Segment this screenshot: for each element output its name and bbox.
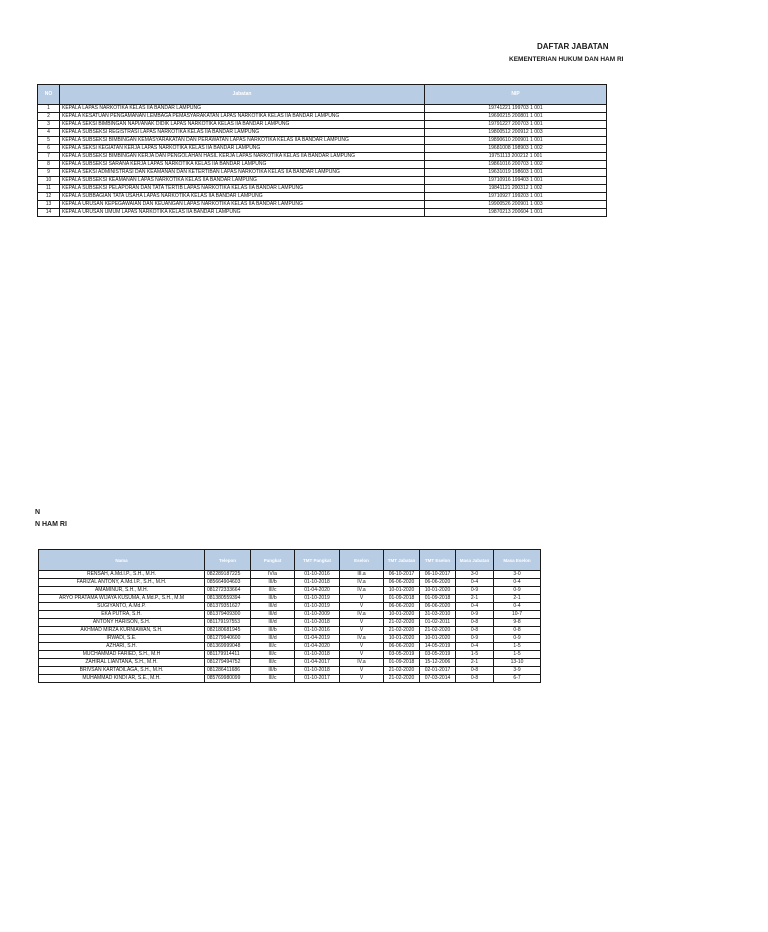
cell-masa-jabatan: 0-8 <box>456 627 494 635</box>
cell-jabatan: KEPALA SUBSEKSI SARANA KERJA LAPAS NARKOTIKA KELAS IIA BANDAR LAMPUNG <box>60 161 425 169</box>
document-title: DAFTAR JABATAN <box>537 42 609 51</box>
cell-no: 3 <box>38 121 60 129</box>
cell-jabatan: KEPALA SUBSEKSI KEAMANAN LAPAS NARKOTIKA KELAS IIA BANDAR LAMPUNG <box>60 177 425 185</box>
cell-nip: 19751113 200212 1 001 <box>425 153 607 161</box>
cell-masa-jabatan: 2-1 <box>456 595 494 603</box>
cell-nama: RENSAH, A.Md.I.P., S.H., M.H. <box>39 571 205 579</box>
table-row <box>39 595 541 603</box>
cell-jabatan: KEPALA SUBSEKSI BIMBINGAN KERJA DAN PENGOLAHAN HASIL KERJA LAPAS NARKOTIKA KELAS IIA BANDAR LAMPUNG <box>60 153 425 161</box>
header-eselon: Eselon <box>340 550 384 571</box>
cell-no: 10 <box>38 177 60 185</box>
cell-telepon: 085664904603 <box>205 579 251 587</box>
cell-jabatan: KEPALA SEKSI KEGIATAN KERJA LAPAS NARKOTIKA KELAS IIA BANDAR LAMPUNG <box>60 145 425 153</box>
header-nip: NIP <box>425 85 607 105</box>
cell-eselon: IV.a <box>340 635 384 643</box>
header-tmt-pangkat: TMT Pangkat <box>295 550 340 571</box>
cell-nip: 19800512 200912 1 003 <box>425 129 607 137</box>
cell-masa-jabatan: 0-9 <box>456 587 494 595</box>
cell-tmt-pangkat: 01-10-2016 <box>295 627 340 635</box>
cell-eselon: V <box>340 675 384 683</box>
cell-tmt-eselon: 01-09-2018 <box>420 595 456 603</box>
table-row <box>38 145 607 153</box>
cell-masa-jabatan: 0-4 <box>456 579 494 587</box>
cell-tmt-pangkat: 01-04-2017 <box>295 659 340 667</box>
cell-telepon: 081272333664 <box>205 587 251 595</box>
cell-jabatan: KEPALA SUBSEKSI REGISTRASI LAPAS NARKOTIKA KELAS IIA BANDAR LAMPUNG <box>60 129 425 137</box>
cell-tmt-jabatan: 03-05-2019 <box>384 651 420 659</box>
cell-masa-jabatan: 0-4 <box>456 643 494 651</box>
table-row <box>38 193 607 201</box>
cell-tmt-eselon: 14-05-2019 <box>420 643 456 651</box>
positions-table <box>37 84 607 217</box>
table-row <box>39 659 541 667</box>
cell-pangkat: III/d <box>251 619 295 627</box>
cell-eselon: V <box>340 603 384 611</box>
cell-tmt-pangkat: 01-04-2020 <box>295 643 340 651</box>
table-row <box>38 121 607 129</box>
cell-tmt-pangkat: 01-10-2018 <box>295 651 340 659</box>
table-row <box>38 137 607 145</box>
cell-no: 1 <box>38 105 60 113</box>
table-row <box>38 169 607 177</box>
cell-eselon: IV.a <box>340 579 384 587</box>
table-row <box>39 603 541 611</box>
cell-nip: 19690215 200801 1 001 <box>425 113 607 121</box>
cell-masa-jabatan: 0-9 <box>456 611 494 619</box>
table-row <box>38 153 607 161</box>
cell-tmt-eselon: 02-01-2017 <box>420 667 456 675</box>
cell-pangkat: III/b <box>251 667 295 675</box>
table-row <box>38 185 607 193</box>
cell-nama: ANTONY HARISON, S.H. <box>39 619 205 627</box>
header-masa-eselon: Masa Eselon <box>494 550 541 571</box>
cell-nama: EKA PUTRA, S.H. <box>39 611 205 619</box>
cell-pangkat: III/d <box>251 635 295 643</box>
cell-tmt-pangkat: 01-10-2018 <box>295 667 340 675</box>
cell-telepon: 081379351627 <box>205 603 251 611</box>
cell-no: 4 <box>38 129 60 137</box>
cell-pangkat: III/c <box>251 659 295 667</box>
cell-masa-jabatan: 0-8 <box>456 667 494 675</box>
cell-nama: BRIVSAN KARTADILAGA, S.H., M.H. <box>39 667 205 675</box>
cell-no: 11 <box>38 185 60 193</box>
cell-tmt-jabatan: 01-09-2018 <box>384 595 420 603</box>
officials-header-row <box>39 550 541 571</box>
table-row <box>39 619 541 627</box>
cell-no: 9 <box>38 169 60 177</box>
cell-no: 12 <box>38 193 60 201</box>
table-row <box>39 611 541 619</box>
cell-no: 5 <box>38 137 60 145</box>
cell-masa-jabatan: 0-8 <box>456 619 494 627</box>
cell-masa-eselon: 0-9 <box>494 587 541 595</box>
cell-jabatan: KEPALA SUBBAGIAN TATA USAHA LAPAS NARKOTIKA KELAS IIA BANDAR LAMPUNG <box>60 193 425 201</box>
cell-pangkat: IV/a <box>251 571 295 579</box>
table-row <box>38 209 607 217</box>
cell-no: 8 <box>38 161 60 169</box>
cell-telepon: 082289187225 <box>205 571 251 579</box>
cell-tmt-eselon: 10-01-2020 <box>420 635 456 643</box>
cell-tmt-pangkat: 01-10-2018 <box>295 579 340 587</box>
cell-eselon: V <box>340 595 384 603</box>
cell-nip: 19631019 198603 1 001 <box>425 169 607 177</box>
cell-telepon: 081279494752 <box>205 659 251 667</box>
cell-masa-eselon: 3-0 <box>494 571 541 579</box>
cell-nip: 19861016 200703 1 002 <box>425 161 607 169</box>
table-row <box>38 177 607 185</box>
cell-tmt-pangkat: 01-10-2009 <box>295 611 340 619</box>
table-row <box>39 667 541 675</box>
header-masa-jabatan: Masa Jabatan <box>456 550 494 571</box>
cell-masa-eselon: 0-8 <box>494 627 541 635</box>
cell-tmt-jabatan: 06-06-2020 <box>384 603 420 611</box>
cell-nip: 19900526 200901 1 003 <box>425 201 607 209</box>
header-pangkat: Pangkat <box>251 550 295 571</box>
cell-nama: AMAMINUR, S.H., M.H. <box>39 587 205 595</box>
cell-tmt-eselon: 06-06-2020 <box>420 603 456 611</box>
table-row <box>39 627 541 635</box>
cell-no: 2 <box>38 113 60 121</box>
cell-masa-eselon: 10-7 <box>494 611 541 619</box>
table-row <box>39 643 541 651</box>
table-row <box>38 105 607 113</box>
cell-tmt-eselon: 31-03-2010 <box>420 611 456 619</box>
cell-eselon: IV.a <box>340 659 384 667</box>
cell-tmt-eselon: 06-10-2017 <box>420 571 456 579</box>
header-jabatan: Jabatan <box>60 85 425 105</box>
table-row <box>38 161 607 169</box>
cell-tmt-jabatan: 21-02-2020 <box>384 627 420 635</box>
cell-masa-eselon: 0-4 <box>494 579 541 587</box>
cell-tmt-jabatan: 10-01-2020 <box>384 587 420 595</box>
cell-jabatan: KEPALA SEKSI BIMBINGAN NAPI/ANAK DIDIK LAPAS NARKOTIKA KELAS IIA BANDAR LAMPUNG <box>60 121 425 129</box>
cell-tmt-eselon: 15-12-2006 <box>420 659 456 667</box>
cell-masa-eselon: 3-9 <box>494 667 541 675</box>
table-row <box>38 113 607 121</box>
cell-tmt-eselon: 21-02-2020 <box>420 627 456 635</box>
cell-pangkat: III/c <box>251 643 295 651</box>
cell-masa-jabatan: 0-9 <box>456 635 494 643</box>
table-row <box>38 201 607 209</box>
cell-pangkat: III/d <box>251 611 295 619</box>
cell-masa-eselon: 2-1 <box>494 595 541 603</box>
cell-no: 7 <box>38 153 60 161</box>
table-row <box>39 675 541 683</box>
cell-eselon: V <box>340 643 384 651</box>
cell-nama: ZAHIRAL LIANTANA, S.H., M.H. <box>39 659 205 667</box>
cell-tmt-eselon: 06-06-2020 <box>420 579 456 587</box>
cell-tmt-jabatan: 06-06-2020 <box>384 643 420 651</box>
cell-pangkat: III/b <box>251 595 295 603</box>
cell-jabatan: KEPALA URUSAN UMUM LAPAS NARKOTIKA KELAS IIA BANDAR LAMPUNG <box>60 209 425 217</box>
table-row <box>39 579 541 587</box>
cell-tmt-eselon: 10-01-2020 <box>420 587 456 595</box>
cell-telepon: 085769980099 <box>205 675 251 683</box>
header-no: NO <box>38 85 60 105</box>
table-row <box>38 129 607 137</box>
header-telepon: Telepon <box>205 550 251 571</box>
cell-tmt-jabatan: 10-01-2020 <box>384 611 420 619</box>
cell-no: 14 <box>38 209 60 217</box>
cell-nip: 19681008 198903 1 002 <box>425 145 607 153</box>
cell-tmt-jabatan: 21-02-2020 <box>384 667 420 675</box>
header-tmt-eselon: TMT Eselon <box>420 550 456 571</box>
cell-pangkat: III/c <box>251 587 295 595</box>
cell-telepon: 081179914411 <box>205 651 251 659</box>
positions-header-row <box>38 85 607 105</box>
cell-telepon: 082180681945 <box>205 627 251 635</box>
cell-telepon: 081179197553 <box>205 619 251 627</box>
continued-title: N <box>35 509 41 516</box>
cell-eselon: V <box>340 619 384 627</box>
cell-pangkat: III/b <box>251 579 295 587</box>
cell-masa-jabatan: 1-5 <box>456 651 494 659</box>
table-row <box>39 587 541 595</box>
cell-masa-eselon: 1-5 <box>494 651 541 659</box>
cell-nip: 19710927 199203 1 001 <box>425 193 607 201</box>
cell-jabatan: KEPALA KESATUAN PENGAMANAN LEMBAGA PEMASYARAKATAN LAPAS NARKOTIKA KELAS IIA BANDAR LAMPUNG <box>60 113 425 121</box>
cell-tmt-pangkat: 01-10-2017 <box>295 675 340 683</box>
cell-eselon: V <box>340 651 384 659</box>
cell-nip: 19710916 199403 1 001 <box>425 177 607 185</box>
cell-nama: ARYO PRATAMA WIJAYA KUSUMA, A.Md.P., S.H., M.M <box>39 595 205 603</box>
header-nama: Nama <box>39 550 205 571</box>
cell-pangkat: III/b <box>251 627 295 635</box>
cell-masa-eselon: 9-8 <box>494 619 541 627</box>
cell-tmt-jabatan: 21-02-2020 <box>384 619 420 627</box>
cell-no: 6 <box>38 145 60 153</box>
cell-eselon: IV.a <box>340 587 384 595</box>
cell-pangkat: III/d <box>251 603 295 611</box>
cell-nip: 19870213 200604 1 001 <box>425 209 607 217</box>
cell-eselon: III.a <box>340 571 384 579</box>
cell-jabatan: KEPALA SUBSEKSI BIMBINGAN KEMASYARAKATAN DAN PERAWATAN LAPAS NARKOTIKA KELAS IIA BANDAR LAMPUNG <box>60 137 425 145</box>
cell-tmt-jabatan: 06-06-2020 <box>384 579 420 587</box>
cell-tmt-jabatan: 21-02-2020 <box>384 675 420 683</box>
cell-tmt-jabatan: 06-10-2017 <box>384 571 420 579</box>
cell-nama: MUHAMMAD KINDI AR, S.E., M.H. <box>39 675 205 683</box>
cell-nip: 19841121 200312 1 002 <box>425 185 607 193</box>
cell-nama: MUCHAMMAD FARIED, S.H., M.H <box>39 651 205 659</box>
cell-jabatan: KEPALA LAPAS NARKOTIKA KELAS IIA BANDAR LAMPUNG <box>60 105 425 113</box>
cell-eselon: V <box>340 627 384 635</box>
cell-nip: 19890610 200901 1 001 <box>425 137 607 145</box>
cell-eselon: V <box>340 667 384 675</box>
cell-nama: AZHARI, S.H. <box>39 643 205 651</box>
cell-tmt-pangkat: 01-04-2020 <box>295 587 340 595</box>
cell-nama: IRWADI, S.E. <box>39 635 205 643</box>
cell-masa-jabatan: 2-1 <box>456 659 494 667</box>
continued-subtitle: N HAM RI <box>35 521 67 528</box>
cell-pangkat: III/c <box>251 675 295 683</box>
cell-masa-eselon: 13-10 <box>494 659 541 667</box>
cell-tmt-jabatan: 01-09-2018 <box>384 659 420 667</box>
cell-pangkat: III/c <box>251 651 295 659</box>
officials-table <box>38 549 541 683</box>
table-row <box>39 651 541 659</box>
document-subtitle: KEMENTERIAN HUKUM DAN HAM RI <box>509 56 624 63</box>
cell-masa-eselon: 0-9 <box>494 635 541 643</box>
cell-telepon: 081379409300 <box>205 611 251 619</box>
cell-tmt-pangkat: 01-04-2019 <box>295 635 340 643</box>
cell-no: 13 <box>38 201 60 209</box>
table-row <box>39 635 541 643</box>
cell-tmt-pangkat: 01-10-2018 <box>295 619 340 627</box>
cell-tmt-pangkat: 01-10-2016 <box>295 571 340 579</box>
cell-masa-jabatan: 0-4 <box>456 603 494 611</box>
cell-nip: 19741221 199703 1 001 <box>425 105 607 113</box>
cell-telepon: 081380559394 <box>205 595 251 603</box>
cell-masa-jabatan: 3-0 <box>456 571 494 579</box>
cell-tmt-pangkat: 01-10-2019 <box>295 603 340 611</box>
cell-tmt-eselon: 01-02-2011 <box>420 619 456 627</box>
cell-jabatan: KEPALA SEKSI ADMINISTRASI DAN KEAMANAN DAN KETERTIBAN LAPAS NARKOTIKA KELAS IIA BANDAR LAMPUNG <box>60 169 425 177</box>
cell-masa-jabatan: 0-8 <box>456 675 494 683</box>
cell-jabatan: KEPALA URUSAN KEPEGAWAIAN DAN KEUANGAN LAPAS NARKOTIKA KELAS IIA BANDAR LAMPUNG <box>60 201 425 209</box>
cell-nama: SUGIYANTO, A.Md.P. <box>39 603 205 611</box>
cell-jabatan: KEPALA SUBSEKSI PELAPORAN DAN TATA TERTIB LAPAS NARKOTIKA KELAS IIA BANDAR LAMPUNG <box>60 185 425 193</box>
cell-tmt-jabatan: 10-01-2020 <box>384 635 420 643</box>
cell-telepon: 081369999048 <box>205 643 251 651</box>
cell-nip: 19791227 200703 1 001 <box>425 121 607 129</box>
cell-masa-eselon: 0-4 <box>494 603 541 611</box>
cell-telepon: 081279940600 <box>205 635 251 643</box>
cell-masa-eselon: 1-5 <box>494 643 541 651</box>
cell-nama: FARIZAL ANTONY, A.Md.I.P., S.H., M.H. <box>39 579 205 587</box>
cell-masa-eselon: 6-7 <box>494 675 541 683</box>
cell-telepon: 081286411686 <box>205 667 251 675</box>
cell-tmt-eselon: 03-05-2019 <box>420 651 456 659</box>
cell-nama: AKHMAD MIRZA KURNIAWAN, S.H. <box>39 627 205 635</box>
cell-eselon: IV.a <box>340 611 384 619</box>
header-tmt-jabatan: TMT Jabatan <box>384 550 420 571</box>
table-row <box>39 571 541 579</box>
cell-tmt-pangkat: 01-10-2019 <box>295 595 340 603</box>
cell-tmt-eselon: 07-03-2014 <box>420 675 456 683</box>
